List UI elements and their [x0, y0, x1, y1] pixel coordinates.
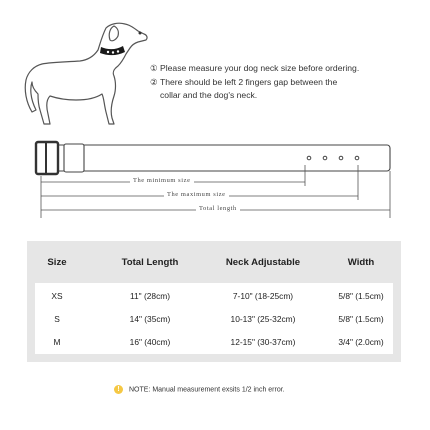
max-size-label: The maximum size — [164, 191, 229, 198]
header-size: Size — [47, 257, 67, 268]
instruction-2: ② There should be left 2 fingers gap between the collar and the dog's neck. — [150, 77, 338, 100]
strap-hole — [339, 156, 343, 160]
header-neck-adjustable: Neck Adjustable — [225, 257, 301, 268]
collar-strap — [40, 145, 390, 171]
table-row — [27, 309, 401, 330]
cell-neck-adjustable: 7-10" (18-25cm) — [232, 291, 294, 301]
total-length-label: Total length — [196, 205, 240, 212]
min-size-label: The minimum size — [130, 177, 194, 184]
table-header — [27, 252, 401, 273]
cell-size: XS — [51, 291, 63, 301]
size-table — [27, 241, 401, 362]
strap-hole — [323, 156, 327, 160]
header-total-length: Total Length — [121, 257, 179, 268]
instruction-1: ① Please measure your dog neck size before ordering. — [150, 63, 360, 73]
cell-total-length: 16" (40cm) — [129, 337, 171, 347]
instruction-1-text: Please measure your dog neck size before ordering. — [160, 63, 360, 73]
keeper-loop — [64, 144, 84, 172]
cell-neck-adjustable: 12-15" (30-37cm) — [230, 337, 296, 347]
table-row — [27, 286, 401, 307]
cell-size: M — [53, 337, 61, 347]
warning-icon: ! — [114, 385, 123, 394]
instruction-2-line-1: There should be left 2 fingers gap between the — [160, 77, 338, 87]
cell-width: 5/8" (1.5cm) — [338, 291, 384, 301]
strap-hole — [307, 156, 311, 160]
cell-neck-adjustable: 10-13" (25-32cm) — [230, 314, 296, 324]
instruction-2-line-2: collar and the dog's neck. — [160, 90, 258, 100]
table-row — [27, 332, 401, 353]
measurement-note — [114, 385, 285, 394]
header-width: Width — [347, 257, 375, 268]
cell-width: 5/8" (1.5cm) — [338, 314, 384, 324]
dog-illustration — [22, 14, 162, 134]
note-text: NOTE: Manual measurement exsits 1/2 inch error. — [129, 386, 285, 394]
cell-width: 3/4" (2.0cm) — [338, 337, 384, 347]
cell-total-length: 14" (35cm) — [129, 314, 171, 324]
cell-total-length: 11" (28cm) — [129, 291, 171, 301]
cell-size: S — [54, 314, 60, 324]
strap-hole — [355, 156, 359, 160]
